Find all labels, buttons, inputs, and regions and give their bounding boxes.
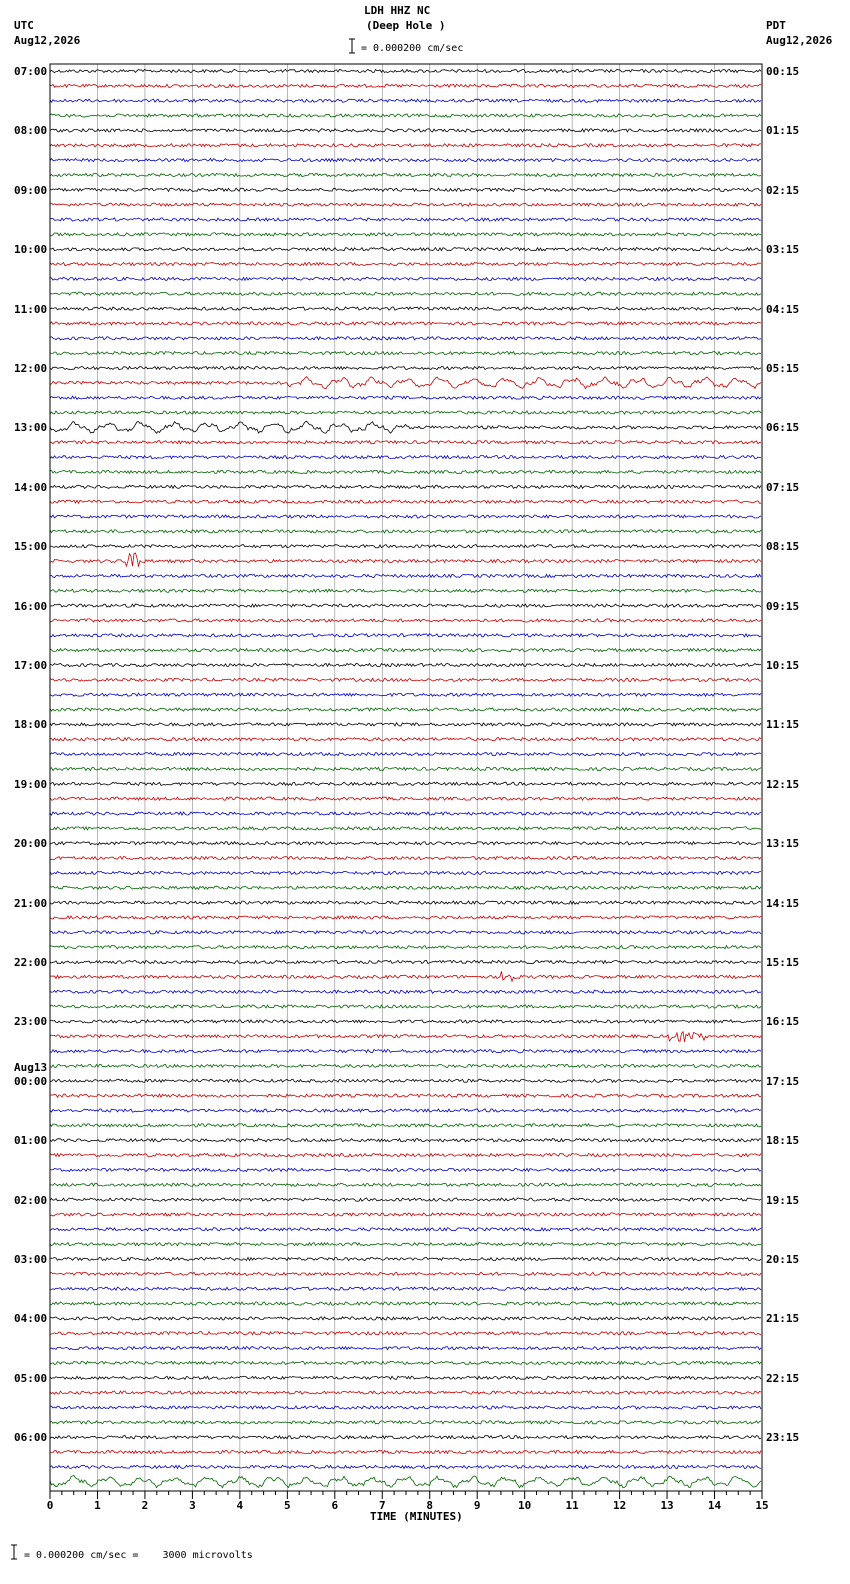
left-timezone: UTC [14,19,34,32]
right-hour-label: 18:15 [766,1134,800,1148]
trace-line [50,1347,761,1350]
trace-line [50,1094,761,1097]
trace-line [50,322,761,325]
trace-line [50,1079,761,1082]
trace-line [50,159,761,162]
footer-scale-bar-icon [11,1545,17,1559]
trace-line [50,352,761,355]
trace-line [50,1317,761,1320]
left-hour-label: 20:00 [14,837,48,851]
left-hour-label: 05:00 [14,1371,48,1385]
trace-line [50,827,761,830]
trace-line [50,1050,761,1053]
trace-line [50,842,761,845]
trace-line [50,1198,761,1201]
right-hour-label: 22:15 [766,1371,800,1385]
x-tick-label: 9 [473,1499,481,1512]
trace-line [50,441,761,444]
x-tick-label: 0 [46,1499,54,1512]
right-hour-label: 15:15 [766,956,800,969]
trace-line [50,1168,761,1171]
trace-line [50,233,761,236]
trace-line [50,218,761,221]
trace-line [50,990,761,993]
trace-line [50,553,761,567]
trace-line [50,485,761,488]
trace-line [50,1183,761,1186]
trace-line [50,1272,761,1275]
trace-line [50,1476,761,1488]
trace-line [50,857,761,860]
trace-line [50,1139,761,1142]
trace-line [50,886,761,889]
date-change-label: Aug13 [14,1060,48,1074]
trace-line [50,500,761,503]
scale-bar-icon [349,39,355,53]
x-axis-title: TIME (MINUTES) [370,1510,463,1523]
left-hour-label: 17:00 [14,659,48,672]
right-hour-label: 16:15 [766,1015,800,1029]
trace-line [50,396,761,399]
left-hour-label: 01:00 [14,1134,48,1148]
right-hour-label: 04:15 [766,302,800,316]
right-hour-label: 11:15 [766,718,800,732]
trace-line [50,574,761,577]
left-hour-label: 04:00 [14,1312,48,1326]
trace-line [50,634,761,637]
seismic-traces [50,69,761,1487]
x-tick-label: 4 [236,1499,244,1512]
left-hour-label: 06:00 [14,1431,48,1445]
right-hour-label: 02:15 [766,183,800,197]
trace-line [50,144,761,147]
trace-line [50,337,761,340]
trace-line [50,871,761,874]
right-hour-label: 12:15 [766,777,800,791]
left-hour-label: 19:00 [14,777,48,791]
right-hour-label: 01:15 [766,124,800,138]
trace-line [50,1228,761,1231]
trace-line [50,678,761,681]
x-tick-label: 10 [518,1499,532,1512]
left-date: Aug12,2026 [14,34,81,47]
x-tick-label: 13 [660,1499,674,1512]
trace-line [50,69,761,72]
trace-line [50,188,761,191]
trace-line [50,1109,761,1112]
left-hour-label: 16:00 [14,599,48,613]
trace-line [50,1287,761,1290]
trace-line [50,604,761,607]
trace-line [50,173,761,176]
trace-line [50,708,761,711]
trace-line [50,1376,761,1379]
right-hour-label: 00:15 [766,65,800,78]
trace-line [50,797,761,800]
trace-line [50,931,761,934]
trace-line [50,812,761,815]
trace-line [50,1005,761,1008]
trace-line [50,470,761,473]
right-hour-label: 23:15 [766,1431,800,1445]
trace-line [50,1406,761,1409]
trace-line [50,1361,761,1364]
right-hour-label: 19:15 [766,1193,800,1207]
x-tick-label: 11 [565,1499,579,1512]
x-tick-label: 6 [331,1499,339,1512]
trace-line [50,1154,761,1157]
right-hour-label: 08:15 [766,540,800,554]
trace-line [50,515,761,518]
left-hour-label: 14:00 [14,480,48,494]
left-hour-label: 21:00 [14,896,48,910]
trace-line [50,545,761,548]
trace-line [50,1243,761,1246]
left-hour-label: 03:00 [14,1253,48,1266]
trace-line [50,411,761,414]
trace-line [50,307,761,310]
trace-line [50,377,761,389]
trace-line [50,782,761,785]
x-tick-label: 8 [426,1499,434,1512]
trace-line [50,366,761,369]
right-date: Aug12,2026 [766,34,833,47]
left-hour-label: 18:00 [14,718,48,732]
time-axis [47,1491,769,1512]
right-timezone: PDT [766,19,786,32]
x-tick-label: 7 [378,1499,386,1512]
right-hour-label: 10:15 [766,659,800,672]
left-hour-label: 02:00 [14,1193,48,1207]
trace-line [50,263,761,266]
trace-line [50,619,761,622]
trace-line [50,1465,761,1468]
trace-line [50,456,761,459]
trace-line [50,1257,761,1260]
x-tick-label: 1 [94,1499,101,1512]
trace-line [50,203,761,206]
x-tick-label: 14 [707,1499,722,1512]
right-hour-label: 21:15 [766,1312,800,1326]
left-hour-label: 13:00 [14,421,48,435]
trace-line [50,114,761,117]
trace-line [50,738,761,741]
x-tick-label: 3 [189,1499,196,1512]
trace-line [50,916,761,919]
x-tick-label: 15 [755,1499,769,1512]
trace-line [50,1436,761,1439]
right-hour-label: 03:15 [766,243,800,257]
left-hour-label: 12:00 [14,362,48,375]
left-hour-label: 10:00 [14,243,48,257]
left-hour-label: 08:00 [14,124,48,138]
trace-line [50,753,761,756]
station-title: LDH HHZ NC [364,4,431,17]
trace-line [50,1302,761,1305]
trace-line [50,723,761,726]
x-tick-label: 2 [141,1499,149,1512]
trace-line [50,663,761,666]
left-hour-label: 22:00 [14,956,48,969]
scale-label: = 0.000200 cm/sec [361,43,464,54]
trace-line [50,1032,761,1042]
trace-line [50,693,761,696]
trace-line [50,971,761,981]
trace-line [50,129,761,132]
left-hour-label: 09:00 [14,183,48,197]
trace-line [50,1421,761,1424]
x-tick-label: 5 [284,1499,291,1512]
right-hour-label: 09:15 [766,599,800,613]
trace-line [50,1064,761,1067]
footer-scale-note: = 0.000200 cm/sec = 3000 microvolts [24,1550,253,1561]
trace-line [50,1213,761,1216]
left-hour-label: 07:00 [14,65,48,78]
right-hour-label: 07:15 [766,480,800,494]
trace-line [50,277,761,280]
trace-line [50,1451,761,1454]
trace-line [50,248,761,251]
trace-line [50,901,761,904]
right-hour-label: 20:15 [766,1253,800,1266]
left-hour-label: 00:00 [14,1074,48,1088]
site-name: (Deep Hole ) [366,19,446,32]
right-hour-label: 13:15 [766,837,800,851]
trace-line [50,530,761,533]
x-tick-label: 12 [612,1499,627,1512]
trace-line [50,1391,761,1394]
trace-line [50,99,761,102]
trace-line [50,649,761,652]
trace-line [50,421,761,433]
trace-line [50,1124,761,1127]
trace-line [50,589,761,592]
right-hour-label: 14:15 [766,896,800,910]
right-hour-label: 06:15 [766,421,800,435]
trace-line [50,1332,761,1335]
trace-line [50,1020,761,1023]
left-hour-label: 23:00 [14,1015,48,1029]
trace-line [50,84,761,87]
right-hour-label: 05:15 [766,362,800,375]
left-hour-label: 11:00 [14,302,48,316]
trace-line [50,946,761,949]
trace-line [50,292,761,295]
trace-line [50,767,761,770]
trace-line [50,960,761,963]
left-hour-label: 15:00 [14,540,48,554]
right-hour-label: 17:15 [766,1074,800,1088]
